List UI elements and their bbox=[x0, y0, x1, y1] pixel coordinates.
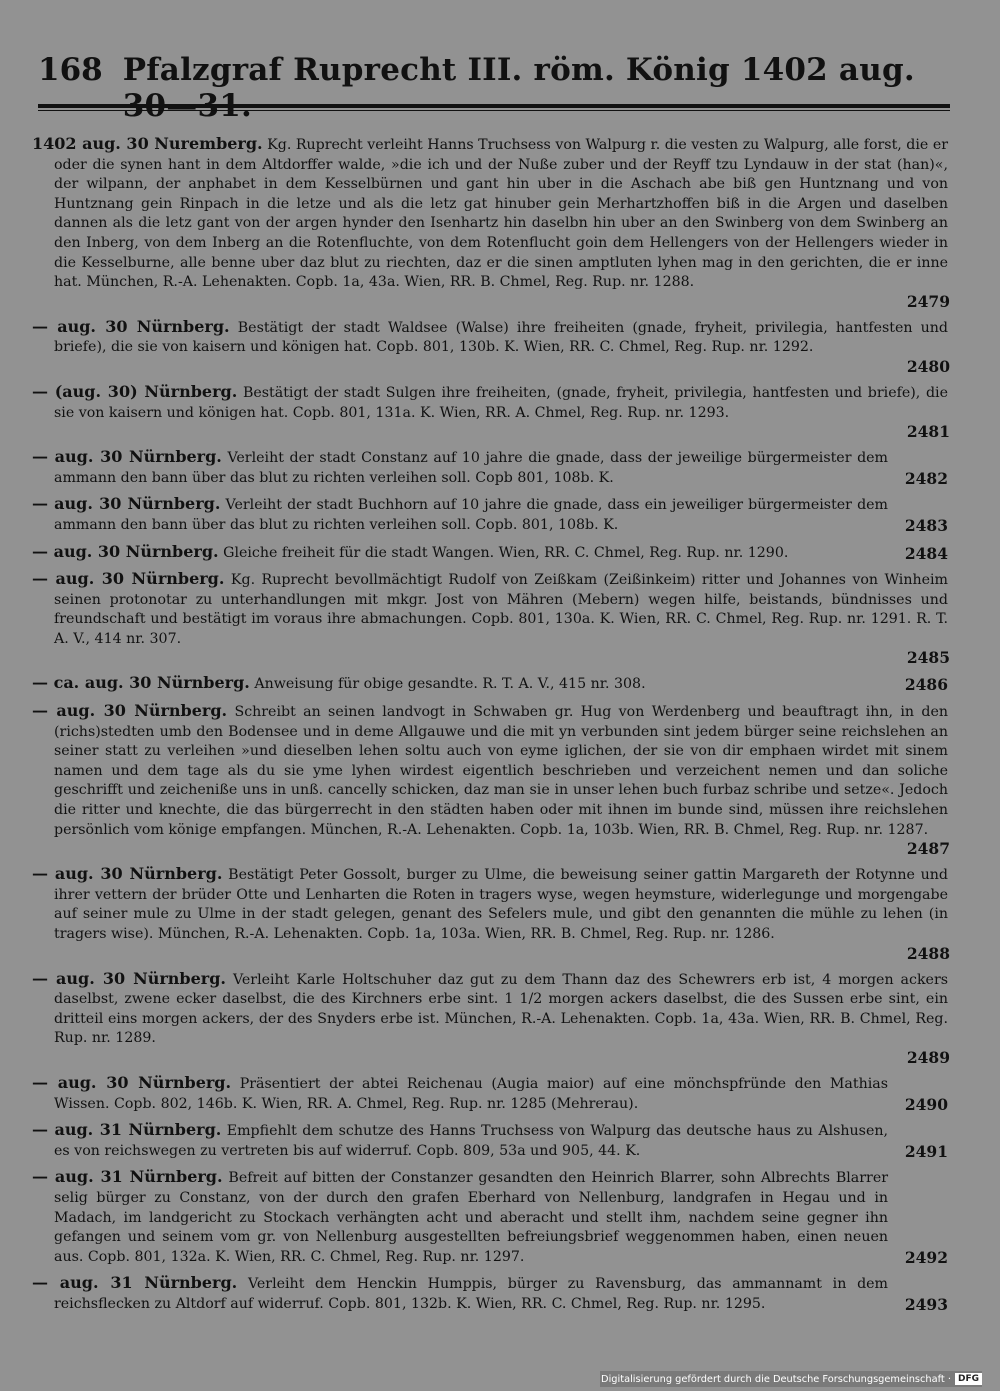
regest-text bbox=[32, 569, 950, 649]
footer-text: Digitalisierung gefördert durch die Deutsche Forschungsgemeinschaft · bbox=[601, 1373, 951, 1385]
regest-number: 2482 bbox=[904, 468, 948, 488]
regest-entry bbox=[32, 317, 950, 376]
regest-number: 2488 bbox=[906, 943, 950, 963]
regest-date-place: — ca. aug. 30 Nürnberg. bbox=[32, 673, 250, 693]
regest-entry bbox=[32, 542, 950, 564]
regest-date-place: — aug. 30 Nürnberg. bbox=[32, 494, 221, 514]
regest-entry bbox=[32, 701, 950, 858]
regest-entry bbox=[32, 864, 950, 962]
regest-number: 2490 bbox=[904, 1094, 948, 1114]
regest-text bbox=[32, 317, 950, 358]
regest-number: 2492 bbox=[904, 1247, 948, 1267]
regest-date-place: — aug. 30 Nürnberg. bbox=[32, 316, 230, 336]
regest-date-place: — (aug. 30) Nürnberg. bbox=[32, 381, 238, 401]
regest-date-place: — aug. 31 Nürnberg. bbox=[32, 1273, 238, 1293]
regest-text bbox=[32, 1167, 950, 1267]
regest-entry bbox=[32, 1167, 950, 1267]
regest-body: Bestätigt der stadt Sulgen ihre freiheiten, (gnade, fryheit, privilegia, hantfesten und briefe), die sie von kaisern und königen hat. Copb. 801, 131a. K. Wien, RR. A. Chmel, Reg. Rup. nr. 1293. bbox=[54, 384, 948, 421]
regest-date-place: — aug. 30 Nürnberg. bbox=[32, 1072, 232, 1092]
regest-text bbox=[32, 494, 950, 535]
regest-number: 2480 bbox=[906, 356, 950, 376]
regest-text bbox=[32, 1120, 950, 1161]
regest-date-place: — aug. 30 Nürnberg. bbox=[32, 864, 223, 884]
regesta-list bbox=[32, 134, 950, 1321]
regest-date-place: — aug. 30 Nürnberg. bbox=[32, 569, 225, 589]
regest-text bbox=[32, 1073, 950, 1114]
regest-number: 2481 bbox=[906, 422, 950, 442]
regest-entry bbox=[32, 969, 950, 1067]
regest-body: Befreit auf bitten der Constanzer gesandten den Heinrich Blarrer, sohn Albrechts Blarrer selig bürger zu Constanz, von der durch den grafen Eberhard von Nellenburg, landgrafen in Hegau und in Madach, im landgericht zu Stockach verhängten acht und aberacht und stellt ihm, nachdem seine gegner ihn gefangen und seinem vom gr. von Nellenburg ausgestellten befreiungsbrief weggenommen haben, einen neuen aus. Copb. 801, 132a. K. Wien, RR. C. Chmel, Reg. Rup. nr. 1297. bbox=[54, 1170, 889, 1265]
regest-entry bbox=[32, 447, 950, 488]
regest-entry bbox=[32, 1273, 950, 1314]
regest-text bbox=[32, 864, 950, 944]
regest-body: Verleiht der stadt Constanz auf 10 jahre die gnade, dass der jeweilige bürgermeister dem ammann den bann über das blut zu richten verleihen soll. Copb 801, 108b. K. bbox=[54, 450, 889, 486]
regest-date-place: — aug. 31 Nürnberg. bbox=[32, 1120, 222, 1140]
footer-funding-note bbox=[600, 1371, 982, 1387]
regest-date-place: — aug. 30 Nürnberg. bbox=[32, 447, 222, 467]
regest-number: 2489 bbox=[906, 1047, 950, 1067]
page-number: 168 bbox=[38, 52, 103, 88]
regest-date-place: — aug. 31 Nürnberg. bbox=[32, 1167, 223, 1187]
regest-text bbox=[32, 1273, 950, 1314]
regest-entry bbox=[32, 1120, 950, 1161]
regest-text bbox=[32, 542, 950, 564]
regest-number: 2484 bbox=[904, 543, 948, 563]
dfg-logo-icon: DFG bbox=[955, 1373, 982, 1385]
page-header bbox=[38, 52, 950, 102]
regest-body: Verleiht der stadt Buchhorn auf 10 jahre die gnade, dass ein jeweiliger bürgermeister dem ammann den bann über das blut zu richten verleihen soll. Copb. 801, 108b. K. bbox=[54, 497, 889, 533]
running-title: Pfalzgraf Ruprecht III. röm. König 1402 aug. bbox=[122, 52, 915, 88]
regest-number: 2485 bbox=[906, 648, 950, 668]
regest-body: Verleiht dem Henckin Humppis, bürger zu Ravensburg, das ammannamt in dem reichsflecken zu Altdorf auf widerruf. Copb. 801, 132b. K. Wien, RR. C. Chmel, Reg. Rup. nr. 1295. bbox=[54, 1276, 889, 1312]
regest-number: 2493 bbox=[904, 1294, 948, 1314]
regest-entry bbox=[32, 134, 950, 311]
regest-number: 2483 bbox=[904, 515, 948, 535]
regest-body: Kg. Ruprecht bevollmächtigt Rudolf von Zeißkam (Zeißinkeim) ritter und Johannes von Winheim seinen protonotar zu unterhandlungen mit mkgr. Jost von Mähren (Mebern) wegen hilfe, beistands, bündnisses und freundschaft und bestätigt im voraus ihre abmachungen. Copb. 801, 130a. K. Wien, RR. C. Chmel, Reg. Rup. nr. 1291. R. T. A. V., 414 nr. 307. bbox=[54, 572, 948, 647]
regest-body: Anweisung für obige gesandte. R. T. A. V., 415 nr. 308. bbox=[249, 676, 646, 693]
regest-date-place: — aug. 30 Nürnberg. bbox=[32, 541, 219, 561]
regest-body: Gleiche freiheit für die stadt Wangen. Wien, RR. C. Chmel, Reg. Rup. nr. 1290. bbox=[218, 544, 789, 561]
regest-date-place: — aug. 30 Nürnberg. bbox=[32, 701, 228, 721]
regest-text bbox=[32, 447, 950, 488]
regest-text bbox=[32, 673, 950, 695]
regest-body: Empfiehlt dem schutze des Hanns Truchsess von Walpurg das deutsche haus zu Alshusen, es von reichswegen zu vertreten bis auf widerruf. Copb. 809, 53a und 905, 44. K. bbox=[54, 1123, 889, 1159]
header-rule-thick bbox=[38, 104, 950, 108]
regest-entry bbox=[32, 673, 950, 695]
regest-date-place: — aug. 30 Nürnberg. bbox=[32, 968, 226, 988]
regest-number: 2491 bbox=[904, 1141, 948, 1161]
regest-number: 2487 bbox=[906, 839, 950, 859]
regest-entry bbox=[32, 1073, 950, 1114]
regest-entry bbox=[32, 569, 950, 667]
regest-body: Verleiht Karle Holtschuher daz gut zu dem Thann daz des Schewrers erb ist, 4 morgen ackers daselbst, zwene ecker daselbst, die des Kirchners erbe sint. 1 1/2 morgen ackers daselbst, die des Sussen erbe sint, ein dritteil eins morgen ackers, der des Snyders erbe ist. München, R.-A. Lehenakten. Copb. 1a, 43a. Wien, RR. B. Chmel, Reg. Rup. nr. 1289. bbox=[54, 971, 949, 1047]
header-rule-thin bbox=[38, 110, 950, 111]
regest-number: 2486 bbox=[904, 675, 948, 695]
regest-text bbox=[32, 701, 950, 840]
regest-entry bbox=[32, 382, 950, 441]
regest-text bbox=[32, 134, 950, 293]
regest-body: Kg. Ruprecht verleiht Hanns Truchsess von Walpurg r. die vesten zu Walpurg, alle forst, die er oder die synen hant in dem Altdorffer walde, »die ich und der Nuße zuber und der Reyff tzu Lyndauw in der stat (han)«, der wilpann, der anphabet in dem Kesselbürnen und gant hin uber in die Aschach abe biß gen Huntznang und von Huntznang gein Rinpach in die letze und als die letz gat hinuber gein Merhartzhoffen biß in die Argen und daselben dannen als die letz gant von der argen hynder den Isenhartz hin daselbn hin uber an den Swinberg von dem Swinberg an den Inberg, von dem Inberg an die Rotenfluchte, von dem Rotenflucht goin dem Hellengers von der Hellengers wieder in die Kesselburne, alle benne uber daz blut zu riechten, daz er die sinen amptluten lyhen mag in den gerichten, die er inne hat. München, R.-A. Lehenakten. Copb. 1a, 43a. Wien, RR. B. Chmel, Reg. Rup. nr. 1288. bbox=[54, 137, 948, 291]
regest-body: Bestätigt der stadt Waldsee (Walse) ihre freiheiten (gnade, fryheit, privilegia, hantfesten und briefe), die sie von kaisern und königen hat. Copb. 801, 130b. K. Wien, RR. C. Chmel, Reg. Rup. nr. 1292. bbox=[54, 319, 949, 356]
regest-text bbox=[32, 382, 950, 423]
regest-body: Schreibt an seinen landvogt in Schwaben gr. Hug von Werdenberg und beauftragt ihn, in den (richs)stedten umb den Bodensee und in deme Allgauwe und die mit yn verbunden sint jedem bürger seine reichslehen an seiner statt zu verleihen »und dieselben lehen soltu auch von eyme iglichen, der sie von dir emphaen wirdet mit sinem namen und dem tage als du sie yme lyhen wirdest eigentlich beschrieben und verzeichent nemen und dan soliche geschrifft und zeicheniße uns in unß. cancelly schicken, daz man sie in unser lehen buch furbaz schribe und setze«. Jedoch die ritter und knechte, die das bürgerrecht in den städten haben oder mit ihnen im bunde sind, müssen ihre reichslehen persönlich vom könige empfangen. München, R.-A. Lehenakten. Copb. 1a, 103b. Wien, RR. B. Chmel, Reg. Rup. nr. 1287. bbox=[54, 704, 949, 838]
regest-entry bbox=[32, 494, 950, 535]
regest-body: Präsentiert der abtei Reichenau (Augia maior) auf eine mönchspfründe den Mathias Wissen. Copb. 802, 146b. K. Wien, RR. A. Chmel, Reg. Rup. nr. 1285 (Mehrerau). bbox=[54, 1075, 888, 1112]
regest-body: Bestätigt Peter Gossolt, burger zu Ulme, die beweisung seiner gattin Margareth der Rotynne und ihrer vettern der brüder Otte und Lenharten die Roten in tragers wyse, wegen heymsture, widerlegunge und morgengabe auf seiner mule zu Ulme in der stadt gelegen, genant des Sefelers mule, und gibt den genannten die mühle zu lehen (in tragers wise). München, R.-A. Lehenakten. Copb. 1a, 103a. Wien, RR. B. Chmel, Reg. Rup. nr. 1286. bbox=[54, 867, 949, 942]
regest-number: 2479 bbox=[906, 291, 950, 311]
regest-text bbox=[32, 969, 950, 1049]
regest-date-place: 1402 aug. 30 Nuremberg. bbox=[32, 134, 263, 153]
